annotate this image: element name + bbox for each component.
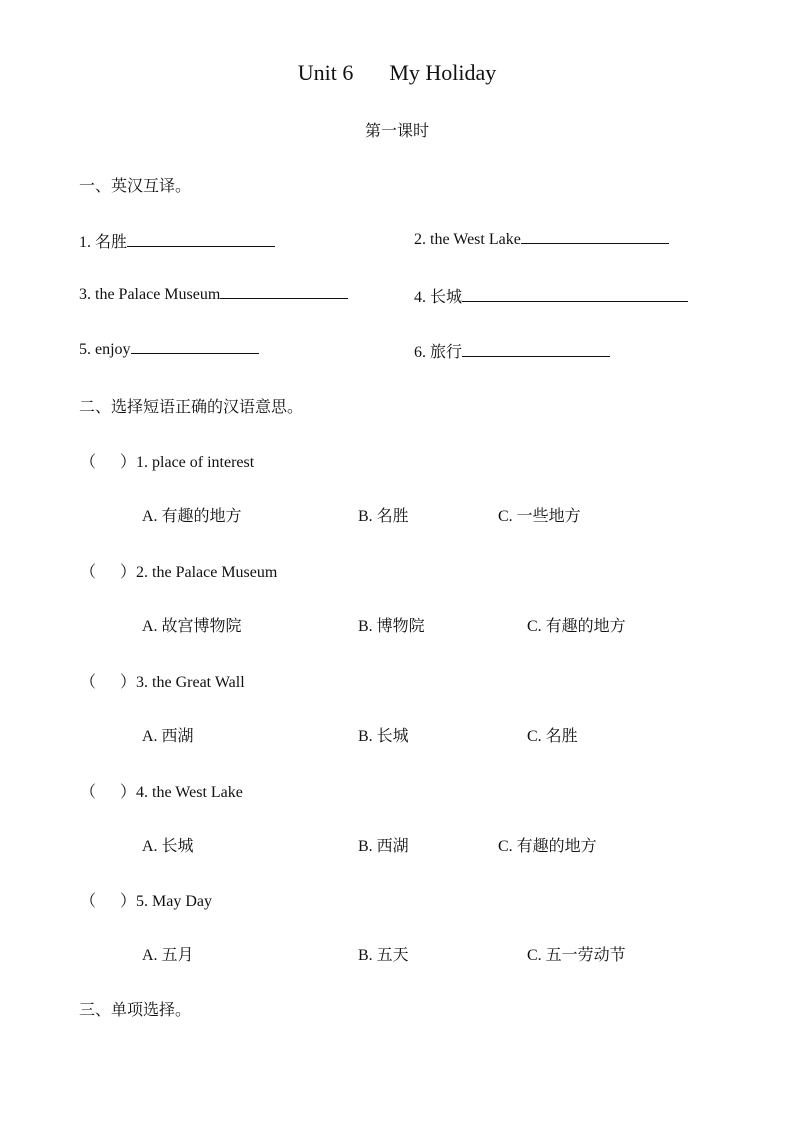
- answer-blank[interactable]: [131, 339, 259, 354]
- question-3: [80, 669, 245, 692]
- translate-item-4: [414, 284, 688, 307]
- question-5: [80, 888, 212, 911]
- answer-blank[interactable]: [462, 287, 688, 302]
- answer-blank[interactable]: [521, 229, 669, 244]
- answer-paren-close: ）: [120, 893, 137, 910]
- question-stem: 4. the West Lake: [136, 784, 243, 801]
- translate-item-5: [79, 339, 259, 359]
- question-stem: 3. the Great Wall: [136, 674, 245, 691]
- question-4: [80, 779, 243, 802]
- option-b[interactable]: B. 博物院: [358, 618, 425, 635]
- answer-paren-close: ）: [120, 674, 137, 691]
- option-a[interactable]: A. 五月: [142, 947, 194, 964]
- option-a[interactable]: A. 有趣的地方: [142, 508, 242, 525]
- option-c[interactable]: C. 有趣的地方: [527, 618, 626, 635]
- option-c[interactable]: C. 名胜: [527, 728, 578, 745]
- answer-blank[interactable]: [462, 342, 610, 357]
- option-c[interactable]: C. 一些地方: [498, 508, 581, 525]
- item-label: 2. the West Lake: [414, 231, 521, 248]
- translate-item-1: [79, 229, 275, 252]
- answer-blank[interactable]: [127, 232, 275, 247]
- item-label: 6. 旅行: [414, 344, 463, 361]
- page-subtitle: 第一课时: [364, 123, 429, 140]
- section-3-heading: 三、单项选择。: [79, 1002, 192, 1019]
- answer-paren-open: （: [80, 454, 97, 471]
- option-a[interactable]: A. 故宫博物院: [142, 618, 242, 635]
- question-1: [80, 449, 254, 472]
- answer-paren-close: ）: [120, 454, 137, 471]
- title-unit: Unit 6: [297, 60, 354, 85]
- item-label: 1. 名胜: [79, 234, 128, 251]
- item-label: 4. 长城: [414, 289, 463, 306]
- answer-paren-close: ）: [120, 564, 137, 581]
- section-1-heading: 一、英汉互译。: [79, 178, 192, 195]
- option-a[interactable]: A. 长城: [142, 838, 194, 855]
- item-label: 3. the Palace Museum: [79, 286, 221, 303]
- question-2: [80, 559, 277, 582]
- option-b[interactable]: B. 西湖: [358, 838, 409, 855]
- option-b[interactable]: B. 五天: [358, 947, 409, 964]
- option-c[interactable]: C. 五一劳动节: [527, 947, 626, 964]
- answer-paren-close: ）: [120, 784, 137, 801]
- option-b[interactable]: B. 长城: [358, 728, 409, 745]
- translate-item-3: [79, 284, 348, 304]
- translate-item-6: [414, 339, 610, 362]
- answer-paren-open: （: [80, 674, 97, 691]
- question-stem: 5. May Day: [136, 893, 213, 910]
- question-stem: 2. the Palace Museum: [136, 564, 278, 581]
- page-title: [0, 60, 794, 86]
- answer-paren-open: （: [80, 784, 97, 801]
- title-topic: My Holiday: [389, 60, 497, 85]
- answer-blank[interactable]: [220, 284, 348, 299]
- answer-paren-open: （: [80, 893, 97, 910]
- option-a[interactable]: A. 西湖: [142, 728, 194, 745]
- answer-paren-open: （: [80, 564, 97, 581]
- section-2-heading: 二、选择短语正确的汉语意思。: [79, 399, 304, 416]
- option-c[interactable]: C. 有趣的地方: [498, 838, 597, 855]
- option-b[interactable]: B. 名胜: [358, 508, 409, 525]
- question-stem: 1. place of interest: [136, 454, 255, 471]
- translate-item-2: [414, 229, 669, 249]
- item-label: 5. enjoy: [79, 341, 131, 358]
